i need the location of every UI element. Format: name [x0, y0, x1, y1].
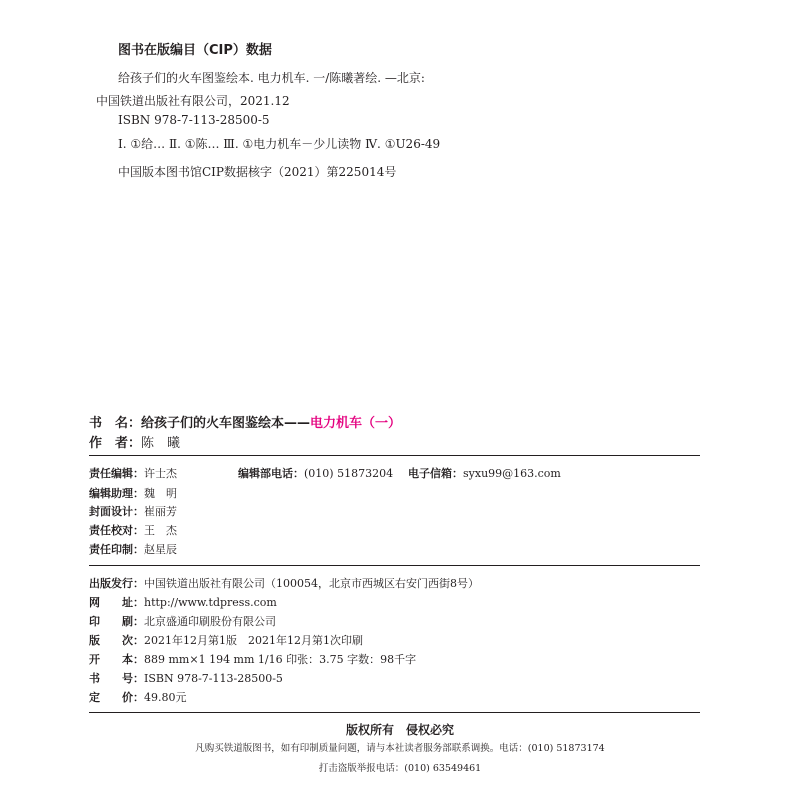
divider-2	[89, 565, 700, 566]
isbn-row	[89, 670, 283, 686]
web-value: http://www.tdpress.com	[144, 596, 277, 609]
proofreader: 王 杰	[144, 524, 177, 537]
format-label: 开 本：	[89, 653, 144, 666]
book-title-row	[89, 412, 401, 431]
publisher-row	[89, 575, 479, 591]
printer-label: 印 刷：	[89, 615, 144, 628]
copyright-notice: 版权所有 侵权必究	[345, 723, 454, 737]
price-row	[89, 689, 187, 705]
format-value: 889 mm×1 194 mm 1/16 印张：3.75 字数：98千字	[144, 653, 417, 666]
edition-value: 2021年12月第1版 2021年12月第1次印刷	[144, 634, 363, 647]
price-value: 49.80元	[144, 691, 187, 704]
title-highlight: 电力机车（一）	[310, 416, 402, 431]
assistant-label: 编辑助理：	[89, 487, 144, 500]
phone-label: 编辑部电话：	[238, 467, 304, 480]
cip-heading: 图书在版编目（CIP）数据	[118, 43, 272, 58]
web-row	[89, 594, 277, 610]
email-row	[408, 465, 561, 481]
title-label: 书 名：	[89, 416, 142, 431]
email-address: syxu99@163.com	[463, 467, 561, 480]
proof-row	[89, 522, 177, 538]
print-row	[89, 541, 177, 557]
web-label: 网 址：	[89, 596, 144, 609]
cip-line-4: Ⅰ. ①给… Ⅱ. ①陈… Ⅲ. ①电力机车－少儿读物 Ⅳ. ①U26-49	[118, 137, 441, 151]
proof-label: 责任校对：	[89, 524, 144, 537]
printer-row	[89, 613, 276, 629]
book-author-row	[89, 432, 180, 451]
piracy-notice: 打击盗版举报电话：(010) 63549461	[318, 763, 482, 774]
divider-3	[89, 712, 700, 713]
cover-label: 封面设计：	[89, 505, 144, 518]
cip-line-5: 中国版本图书馆CIP数据核字（2021）第225014号	[118, 165, 397, 179]
printer-value: 北京盛通印刷股份有限公司	[144, 615, 276, 628]
phone-number: (010) 51873204	[304, 467, 394, 480]
publisher-label: 出版发行：	[89, 577, 144, 590]
cip-line-1: 给孩子们的火车图鉴绘本. 电力机车. 一/陈曦著绘. —北京:	[118, 71, 425, 85]
divider-1	[89, 455, 700, 456]
cover-row	[89, 503, 177, 519]
assistant-name: 魏 明	[144, 487, 177, 500]
print-manager: 赵星辰	[144, 543, 177, 556]
email-label: 电子信箱：	[408, 467, 463, 480]
author-label: 作 者：	[89, 436, 142, 451]
edition-label: 版 次：	[89, 634, 144, 647]
cip-line-2: 中国铁道出版社有限公司，2021.12	[96, 94, 290, 108]
isbn-label: 书 号：	[89, 672, 144, 685]
author-name: 陈 曦	[141, 436, 181, 451]
phone-row	[238, 465, 393, 481]
quality-notice: 凡购买铁道版图书，如有印制质量问题，请与本社读者服务部联系调换。电话：(010) 51873174	[195, 743, 605, 754]
cover-designer: 崔丽芳	[144, 505, 177, 518]
editor-name: 许士杰	[144, 467, 177, 480]
edition-row	[89, 632, 363, 648]
cip-line-3: ISBN 978-7-113-28500-5	[118, 113, 270, 127]
publisher-value: 中国铁道出版社有限公司（100054，北京市西城区右安门西街8号）	[144, 577, 479, 590]
editor-label: 责任编辑：	[89, 467, 144, 480]
price-label: 定 价：	[89, 691, 144, 704]
title-main: 给孩子们的火车图鉴绘本——	[141, 416, 311, 431]
editor-row	[89, 465, 177, 481]
print-label: 责任印制：	[89, 543, 144, 556]
assistant-row	[89, 485, 177, 501]
format-row	[89, 651, 416, 667]
isbn-value: ISBN 978-7-113-28500-5	[144, 672, 283, 685]
